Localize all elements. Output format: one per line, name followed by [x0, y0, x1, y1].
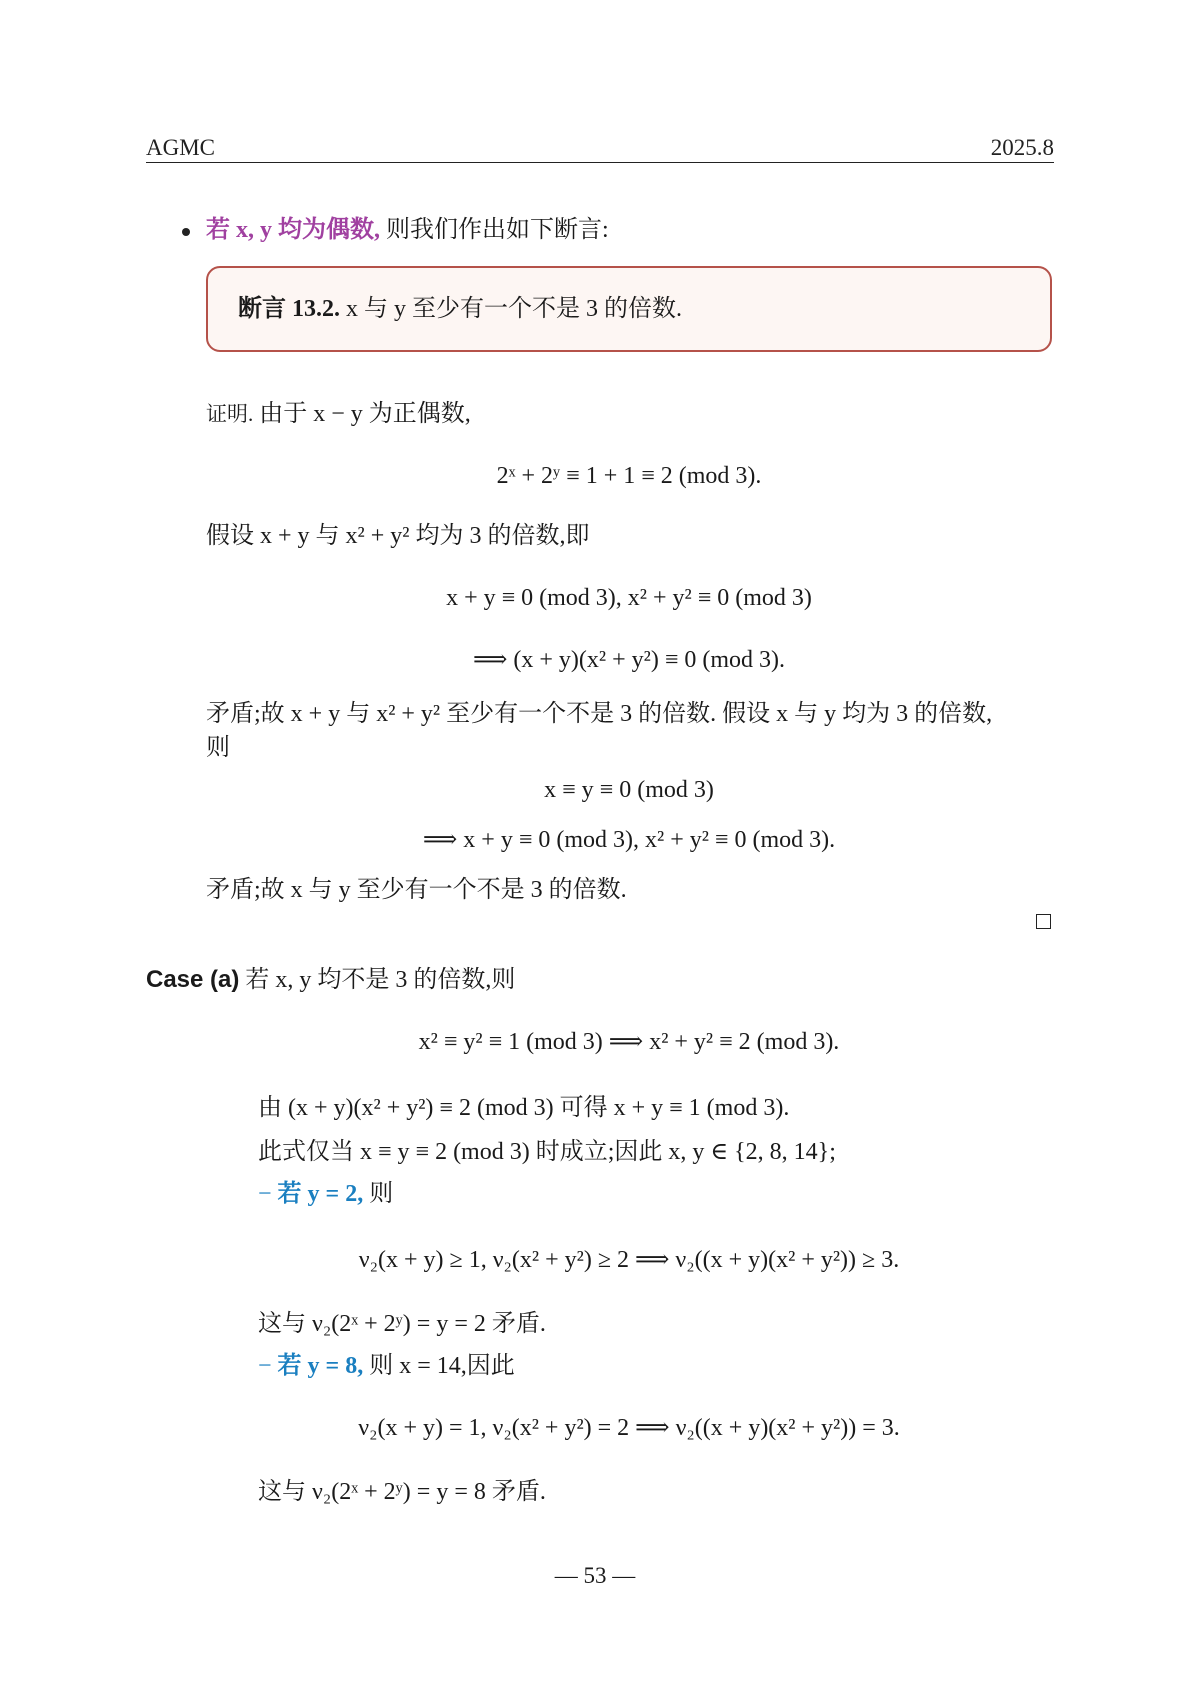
- case-a-eq1: x² ≡ y² ≡ 1 (mod 3) ⟹ x² + y² ≡ 2 (mod 3).: [418, 1029, 840, 1055]
- proof-assume1: 假设 x + y 与 x² + y² 均为 3 的倍数,即: [206, 523, 590, 549]
- sub2-eq: ν₂(x + y) = 1, ν₂(x² + y²) = 2 ⟹ ν₂((x + y)(x² + y²)) = 3.: [358, 1415, 900, 1441]
- sub1-dash: −: [258, 1181, 272, 1207]
- claim-line: [238, 295, 682, 324]
- proof-eq4: x ≡ y ≡ 0 (mod 3): [544, 777, 714, 803]
- claim-text: x 与 y 至少有一个不是 3 的倍数.: [346, 296, 682, 322]
- sub1-eq: ν₂(x + y) ≥ 1, ν₂(x² + y²) ≥ 2 ⟹ ν₂((x + y)(x² + y²)) ≥ 3.: [358, 1247, 900, 1273]
- header-rule: [146, 162, 1054, 163]
- bullet-line: [206, 216, 609, 245]
- sub1-label: 若 y = 2,: [277, 1181, 364, 1207]
- claim-label: 断言 13.2.: [238, 296, 340, 322]
- sub1-concl: 这与 ν₂(2ˣ + 2ʸ) = y = 2 矛盾.: [258, 1311, 546, 1337]
- case-a-line1: 由 (x + y)(x² + y²) ≡ 2 (mod 3) 可得 x + y ≡ 1 (mod 3).: [258, 1095, 790, 1121]
- sub2-concl: 这与 ν₂(2ˣ + 2ʸ) = y = 8 矛盾.: [258, 1479, 546, 1505]
- sub2-label: 若 y = 8,: [277, 1353, 364, 1379]
- header-left: AGMC: [146, 135, 216, 160]
- header-right: 2025.8: [990, 135, 1054, 160]
- proof-eq3: ⟹ (x + y)(x² + y²) ≡ 0 (mod 3).: [472, 647, 786, 673]
- sub2-dash: −: [258, 1353, 272, 1379]
- sub2-rest: 则 x = 14,因此: [369, 1353, 515, 1379]
- sub1-rest: 则: [369, 1181, 394, 1207]
- proof-eq1: 2ˣ + 2ʸ ≡ 1 + 1 ≡ 2 (mod 3).: [496, 463, 762, 489]
- proof-label: 证明.: [206, 402, 254, 426]
- case-a-intro: 若 x, y 均不是 3 的倍数,则: [245, 967, 516, 993]
- proof-eq5: ⟹ x + y ≡ 0 (mod 3), x² + y² ≡ 0 (mod 3).: [422, 827, 836, 853]
- proof-intro-line: [206, 400, 471, 429]
- sub1-line: [258, 1180, 393, 1209]
- proof-eq2: x + y ≡ 0 (mod 3), x² + y² ≡ 0 (mod 3): [446, 585, 812, 611]
- proof-contra1-cont: 则: [206, 735, 230, 761]
- page-number: — 53 —: [554, 1563, 636, 1588]
- qed-icon: [1036, 914, 1051, 929]
- sub2-line: [258, 1352, 515, 1381]
- bullet-icon: [182, 228, 190, 236]
- proof-intro: 由于 x − y 为正偶数,: [259, 401, 471, 427]
- case-a-line: [146, 966, 515, 995]
- bullet-highlight: 若 x, y 均为偶数,: [206, 217, 380, 243]
- proof-contra2: 矛盾;故 x 与 y 至少有一个不是 3 的倍数.: [206, 877, 627, 903]
- proof-contra1: 矛盾;故 x + y 与 x² + y² 至少有一个不是 3 的倍数. 假设 x 与 y 均为 3 的倍数,: [206, 701, 993, 727]
- case-a-line2: 此式仅当 x ≡ y ≡ 2 (mod 3) 时成立;因此 x, y ∈ {2, 8, 14};: [258, 1139, 836, 1165]
- case-a-label: Case (a): [146, 966, 240, 993]
- bullet-rest: 则我们作出如下断言:: [386, 217, 609, 243]
